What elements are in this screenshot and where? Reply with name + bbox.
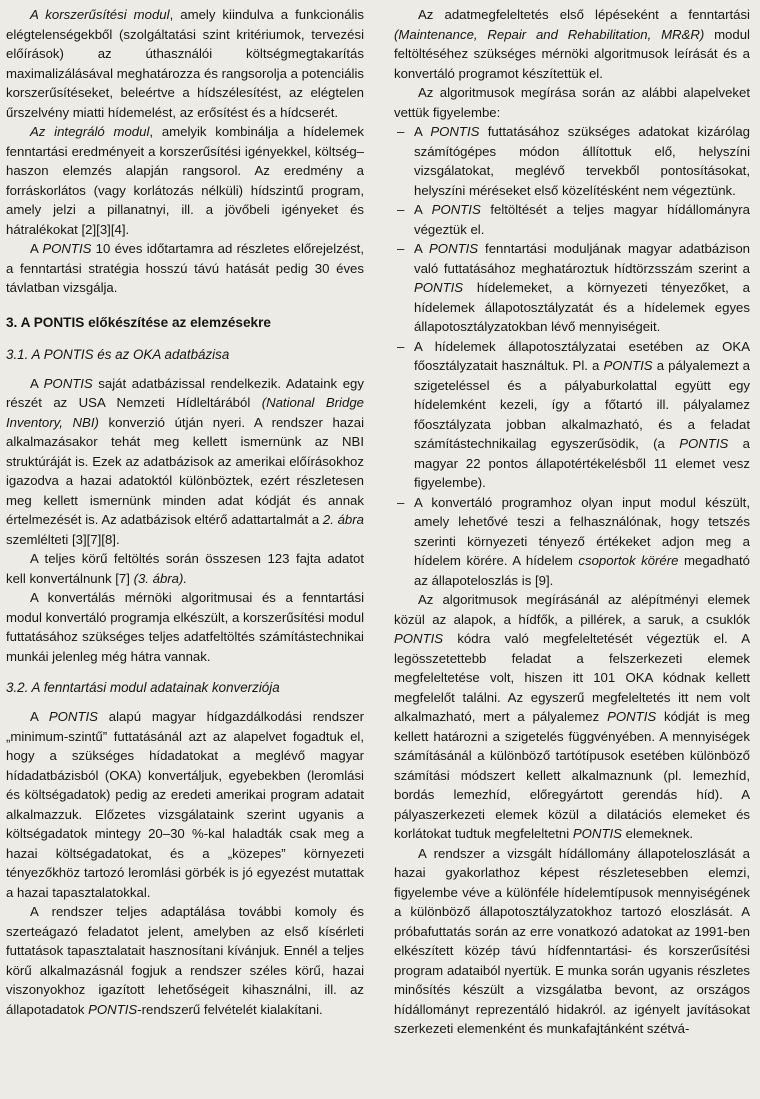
- emphasis-term: A korszerűsítési modul: [30, 7, 170, 22]
- list-item: – A konvertáló programhoz olyan input modul készült, amely lehetővé teszi a felhasználónak, hogy tetszés szerinti környezeti tényező értékeket adjon meg a hídelem körére. A hídelem csoportok körére megadható az állapoteloszlás is [9].: [394, 493, 750, 591]
- list-item: – A PONTIS feltöltését a teljes magyar hídállományra végeztük el.: [394, 200, 750, 239]
- subsection-heading-3-2: 3.2. A fenntartási modul adatainak konverziója: [6, 680, 280, 695]
- list-item: – A hídelemek állapotosztályzatai esetében az OKA főosztályzatait használtuk. Pl. a PONTIS a pályalemezt a szigeteléssel és a pályaburkolattal együtt egy hídelemként kezeli, így a főtartó ill. pályalamez főosztályzata jobban alkalmazható, és a feladat számítástechnikailag egyszerűsödik, (a PONTIS a magyar 22 pontos állapotértékelésből 11 elemet vesz figyelembe).: [394, 337, 750, 493]
- right-column: [394, 5, 750, 1039]
- paragraph-principles-intro: Az algoritmusok megírása során az alábbi alapelveket vettük figyelembe:: [394, 85, 750, 120]
- list-item: – A PONTIS fenntartási moduljának magyar adatbázison való futtatásához meghatároztuk hídtörzsszám szerint a PONTIS hídelemeket, a környezeti tényezőket, a hídelemek állapotosztályzatát és a hídelemek egyes állapotosztályzatokban lévő mennyiségeit.: [394, 239, 750, 337]
- paragraph-database: A PONTIS saját adatbázissal rendelkezik. Adataink egy részét az USA Nemzeti Hídleltárából (National Bridge Inventory, NBI) konverzió útján nyeri. A rendszer hazai alkalmazásakor tehát meg kellett ismernünk az NBI struktúráját is. Ezek az adatbázisok az amerikai előírásokhoz igazodva a hazai adatoktól különböztek, ezért részletesen meg kellett ismernünk minden adat kódját és annak értelmezését is. Az adatbázisok eltérő adattartalmát a 2. ábra szemlélteti [3][7][8].: [6, 375, 365, 547]
- paragraph-algorithms: Az algoritmusok megírásánál az alépítményi elemek közül az alapok, a hídfők, a pillérek, a saruk, a csuklók PONTIS kódra való megfeleltetését végeztük el. A legösszetettebb feladat a felszerkezeti elemek megfeleltetése volt, hiszen itt 101 OKA kódnak kellett megfelelőt találni. Az egyszerű megfeleltetés itt nem volt alkalmazható, mert a pályalemez PONTIS kódját is meg kellett határozni a szigetelés függvényében. A mennyiségek számításánál a különböző tartótípusok esetében különböző számítási módszert kellett alkalmaznunk (pl. lemezhíd, bordás lemezhíd, előregyártott gerendás híd). A pályaszerkezeti elemek közül a dilatációs elemeket és korlátokat tudtuk megfeleltetni PONTIS elemeknek.: [394, 592, 750, 841]
- emphasis-term: Az integráló modul: [30, 124, 150, 139]
- paragraph-conversion-status: A konvertálás mérnöki algoritmusai és a fenntartási modul konvertáló programja elkészült, a korszerűsítési modul futtatásához szükséges teljes adatfeltöltés számítástechnikai munkái jelenleg még hátra vannak.: [6, 590, 364, 664]
- paragraph-full-adaptation: A rendszer teljes adaptálása további komoly és szerteágazó feladatot jelent, amelyben az első kísérleti futtatások tapasztalatait hasznosítani kívánjuk. Ennél a teljes körű alkalmazásnál fogjuk a rendszer széles körű, hazai viszonyokhoz igazított lehetőségeit kihasználni, ill. az állapotadatok PONTIS-rendszerű felvételét kialakítani.: [6, 904, 364, 1017]
- paragraph-upgrade-module: A korszerűsítési modul, amely kiindulva a funkcionális elégtelenségekből (szolgáltatási szint kritériumok, tervezési előírások) az úthasználói költségmegtakarítás maximalizálásával meghatározza és rangsorolja a potenciális korszerűsítéseket, beleértve a hídszélesítést, az elégtelen űrszelvény miatti hídemelést, az erősítést és a hídcserét.: [6, 7, 364, 120]
- paragraph-data-count: A teljes körű feltöltés során összesen 123 fajta adatot kell konvertálnunk [7] (3. ábra).: [6, 551, 364, 586]
- paragraph-condition-distribution: A rendszer a vizsgált hídállomány állapoteloszlását a hazai gyakorlathoz képest részletesebben elemzi, figyelembe véve a különféle hídelemtípusok mennyiségének a különböző állapotosztályzatokhoz tartozó eloszlását. A próbafuttatás során az erre vonatkozó adatokat az 1991-ben elkészített közép távú hídfenntartási- és korszerűsítési program adataiból nyertük. E munka során ugyanis részletes minősítés készült a vizsgálatba bevont, az országos hídállományt reprezentáló hidakról. az igényelt javításokat szerkezeti elemenként és munkafajtánként szétvá-: [394, 845, 750, 1036]
- subsection-heading-3-1: 3.1. A PONTIS és az OKA adatbázisa: [6, 346, 230, 362]
- paragraph-forecast: A PONTIS 10 éves időtartamra ad részletes előrejelzést, a fenntartási stratégia hosszú távú hatását pedig 30 éves távlatban vizsgálja.: [6, 241, 364, 295]
- principles-list: [394, 122, 750, 590]
- list-item: – A PONTIS futtatásához szükséges adatokat kizárólag számítógépes módon állítottuk elő, helyszíni vizsgálatokat, meglévő tervekből pontosításokat, helyszíni méréseket első közelítésként nem végeztünk.: [394, 122, 750, 200]
- left-column: [6, 5, 364, 1019]
- paragraph-data-matching: Az adatmegfeleltetés első lépéseként a fenntartási (Maintenance, Repair and Rehabilitation, MR&R) modul feltöltéséhez szükséges mérnöki algoritmusok leírását és a konvertáló programot készítettük el.: [394, 7, 750, 81]
- paragraph-minimum-level: A PONTIS alapú magyar hídgazdálkodási rendszer „minimum-szintű” futtatásánál azt az alapelvet fogadtuk el, hogy a szükséges hídadatokat a meglévő magyar hídadatbázisból (OKA) konvertáljuk, egyebekben (leromlási és költségadatok) pedig az eredeti amerikai program adatait alkalmazzuk. Előzetes vizsgálataink szerint ugyanis a költségadatok mintegy 20–30 %-kal haladták csak meg a hazai költségadatokat, és a „közepes” környezeti tényezőkhöz tartozó leromlási görbék is jó egyezést mutattak a hazai tapasztalatokkal.: [6, 709, 364, 900]
- section-heading-3: 3. A PONTIS előkészítése az elemzésekre: [6, 314, 271, 330]
- paragraph-integrating-module: Az integráló modul, amelyik kombinálja a hídelemek fenntartási eredményeit a korszerűsítési igényekkel, költség–haszon elemzés alapján rangsorol. Az eredmény a forráskorlátos (vagy korlátozás nélküli) hídszintű program, amely jelzi a pillanatnyi, ill. a jövőbeli igényeket és hátralékokat [2][3][4].: [6, 124, 364, 237]
